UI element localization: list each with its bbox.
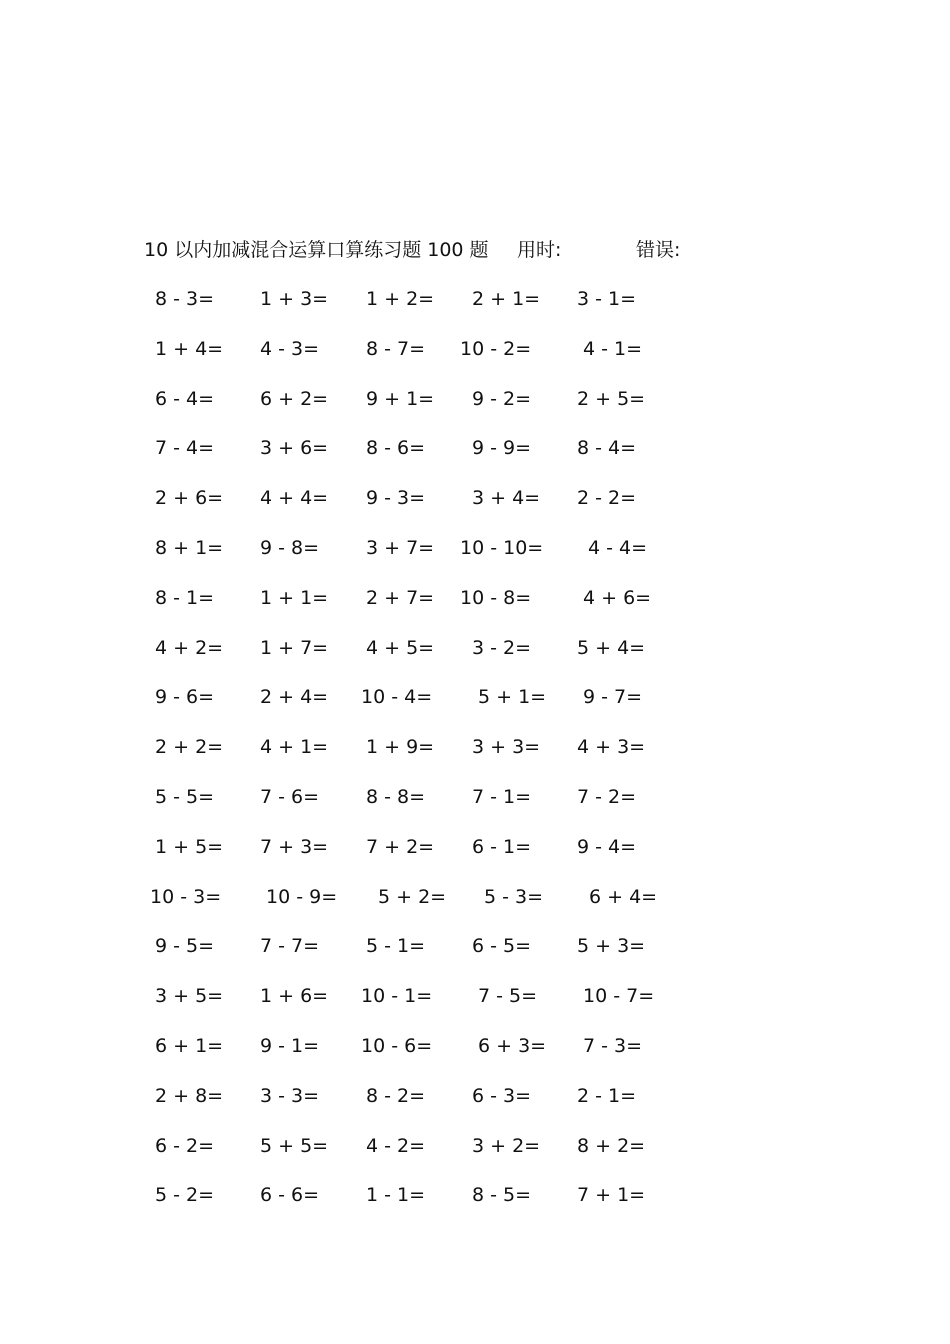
problem-cell: 10 - 7=	[583, 985, 655, 1008]
problem-cell: 4 + 3=	[577, 736, 646, 759]
problem-cell: 6 - 5=	[472, 935, 532, 958]
problem-cell: 4 + 4=	[260, 487, 329, 510]
problem-cell: 7 - 7=	[260, 935, 320, 958]
problem-cell: 7 - 1=	[472, 786, 532, 808]
problem-cell: 2 + 7=	[366, 586, 435, 609]
problem-cell: 4 - 3=	[260, 337, 320, 360]
problem-cell: 1 + 6=	[260, 985, 329, 1008]
problem-cell: 8 + 2=	[577, 1134, 646, 1157]
problem-cell: 10 - 4=	[361, 686, 433, 709]
problem-cell: 10 - 10=	[460, 537, 544, 559]
problem-cell: 2 + 5=	[577, 387, 646, 410]
problem-cell: 8 - 7=	[366, 337, 426, 360]
problem-cell: 3 + 5=	[155, 985, 224, 1008]
problem-row	[0, 732, 950, 762]
problem-cell: 8 - 4=	[577, 437, 637, 460]
problem-cell: 3 - 3=	[260, 1084, 320, 1107]
problem-cell: 8 - 8=	[366, 786, 426, 808]
problem-cell: 7 + 1=	[577, 1184, 646, 1207]
problem-cell: 6 + 2=	[260, 387, 329, 410]
problem-row	[0, 882, 950, 912]
problem-cell: 6 + 1=	[155, 1035, 224, 1057]
problem-cell: 1 + 7=	[260, 636, 329, 659]
problem-cell: 3 + 3=	[472, 736, 541, 759]
problem-cell: 5 + 2=	[378, 885, 447, 908]
problem-cell: 9 - 3=	[366, 487, 426, 510]
problem-row	[0, 334, 950, 364]
problem-cell: 4 + 6=	[583, 586, 652, 609]
problem-row	[0, 384, 950, 414]
problem-cell: 3 + 2=	[472, 1134, 541, 1157]
problem-row	[0, 1180, 950, 1210]
problem-cell: 1 + 2=	[366, 288, 435, 310]
problem-cell: 1 + 9=	[366, 736, 435, 759]
problem-row	[0, 682, 950, 712]
problem-row	[0, 1031, 950, 1061]
problem-cell: 10 - 3=	[150, 885, 222, 908]
problem-cell: 5 - 5=	[155, 786, 215, 808]
problem-cell: 6 - 6=	[260, 1184, 320, 1207]
problem-cell: 6 - 4=	[155, 387, 215, 410]
problem-cell: 6 - 1=	[472, 835, 532, 858]
problem-cell: 2 + 2=	[155, 736, 224, 759]
problem-row	[0, 981, 950, 1011]
problem-cell: 5 + 5=	[260, 1134, 329, 1157]
problem-cell: 7 - 3=	[583, 1035, 643, 1057]
problem-cell: 3 + 6=	[260, 437, 329, 460]
problem-cell: 4 + 5=	[366, 636, 435, 659]
problem-row	[0, 931, 950, 961]
problem-row	[0, 1131, 950, 1161]
problem-row	[0, 433, 950, 463]
problem-cell: 7 + 2=	[366, 835, 435, 858]
problem-cell: 9 - 8=	[260, 537, 320, 559]
problem-cell: 4 + 2=	[155, 636, 224, 659]
problem-cell: 8 - 1=	[155, 586, 215, 609]
problem-cell: 10 - 1=	[361, 985, 433, 1008]
problem-cell: 2 + 6=	[155, 487, 224, 510]
problem-cell: 5 - 3=	[484, 885, 544, 908]
problem-cell: 3 - 1=	[577, 288, 637, 310]
problem-cell: 5 - 1=	[366, 935, 426, 958]
problem-cell: 6 - 2=	[155, 1134, 215, 1157]
problem-cell: 3 + 4=	[472, 487, 541, 510]
problem-cell: 10 - 2=	[460, 337, 532, 360]
problem-cell: 9 - 1=	[260, 1035, 320, 1057]
worksheet-title: 10 以内加减混合运算口算练习题 100 题	[144, 239, 489, 261]
problem-cell: 9 + 1=	[366, 387, 435, 410]
problem-cell: 3 - 2=	[472, 636, 532, 659]
time-used-label: 用时:	[517, 239, 562, 261]
error-count-label: 错误:	[636, 239, 681, 261]
problem-row	[0, 284, 950, 314]
problem-cell: 10 - 9=	[266, 885, 338, 908]
problem-cell: 7 + 3=	[260, 835, 329, 858]
problem-cell: 7 - 6=	[260, 786, 320, 808]
problem-cell: 4 - 2=	[366, 1134, 426, 1157]
problem-cell: 6 - 3=	[472, 1084, 532, 1107]
problem-cell: 8 - 3=	[155, 288, 215, 310]
problem-cell: 2 + 8=	[155, 1084, 224, 1107]
problem-row	[0, 633, 950, 663]
problem-cell: 5 + 3=	[577, 935, 646, 958]
problem-cell: 7 - 4=	[155, 437, 215, 460]
problem-cell: 10 - 8=	[460, 586, 532, 609]
problem-cell: 7 - 2=	[577, 786, 637, 808]
problem-cell: 1 - 1=	[366, 1184, 426, 1207]
problem-row	[0, 1081, 950, 1111]
problem-cell: 9 - 4=	[577, 835, 637, 858]
problem-cell: 5 - 2=	[155, 1184, 215, 1207]
problem-cell: 3 + 7=	[366, 537, 435, 559]
problem-row	[0, 533, 950, 563]
problem-cell: 9 - 7=	[583, 686, 643, 709]
problem-cell: 5 + 1=	[478, 686, 547, 709]
problem-row	[0, 583, 950, 613]
problem-cell: 9 - 5=	[155, 935, 215, 958]
problem-row	[0, 782, 950, 812]
problem-cell: 4 - 4=	[588, 537, 648, 559]
problem-cell: 8 - 5=	[472, 1184, 532, 1207]
problem-cell: 8 - 6=	[366, 437, 426, 460]
problem-row	[0, 483, 950, 513]
problem-cell: 9 - 6=	[155, 686, 215, 709]
problem-cell: 9 - 9=	[472, 437, 532, 460]
problem-row	[0, 832, 950, 862]
problem-cell: 2 + 1=	[472, 288, 541, 310]
problem-cell: 8 - 2=	[366, 1084, 426, 1107]
problem-cell: 10 - 6=	[361, 1035, 433, 1057]
problem-cell: 2 - 2=	[577, 487, 637, 510]
problem-cell: 1 + 5=	[155, 835, 224, 858]
problem-cell: 1 + 3=	[260, 288, 329, 310]
problem-cell: 1 + 4=	[155, 337, 224, 360]
problem-cell: 2 - 1=	[577, 1084, 637, 1107]
problem-cell: 8 + 1=	[155, 537, 224, 559]
problem-cell: 1 + 1=	[260, 586, 329, 609]
problem-cell: 5 + 4=	[577, 636, 646, 659]
problem-cell: 6 + 4=	[589, 885, 658, 908]
problem-cell: 4 + 1=	[260, 736, 329, 759]
problem-cell: 6 + 3=	[478, 1035, 547, 1057]
problem-cell: 9 - 2=	[472, 387, 532, 410]
problem-cell: 4 - 1=	[583, 337, 643, 360]
problem-cell: 2 + 4=	[260, 686, 329, 709]
problem-cell: 7 - 5=	[478, 985, 538, 1008]
